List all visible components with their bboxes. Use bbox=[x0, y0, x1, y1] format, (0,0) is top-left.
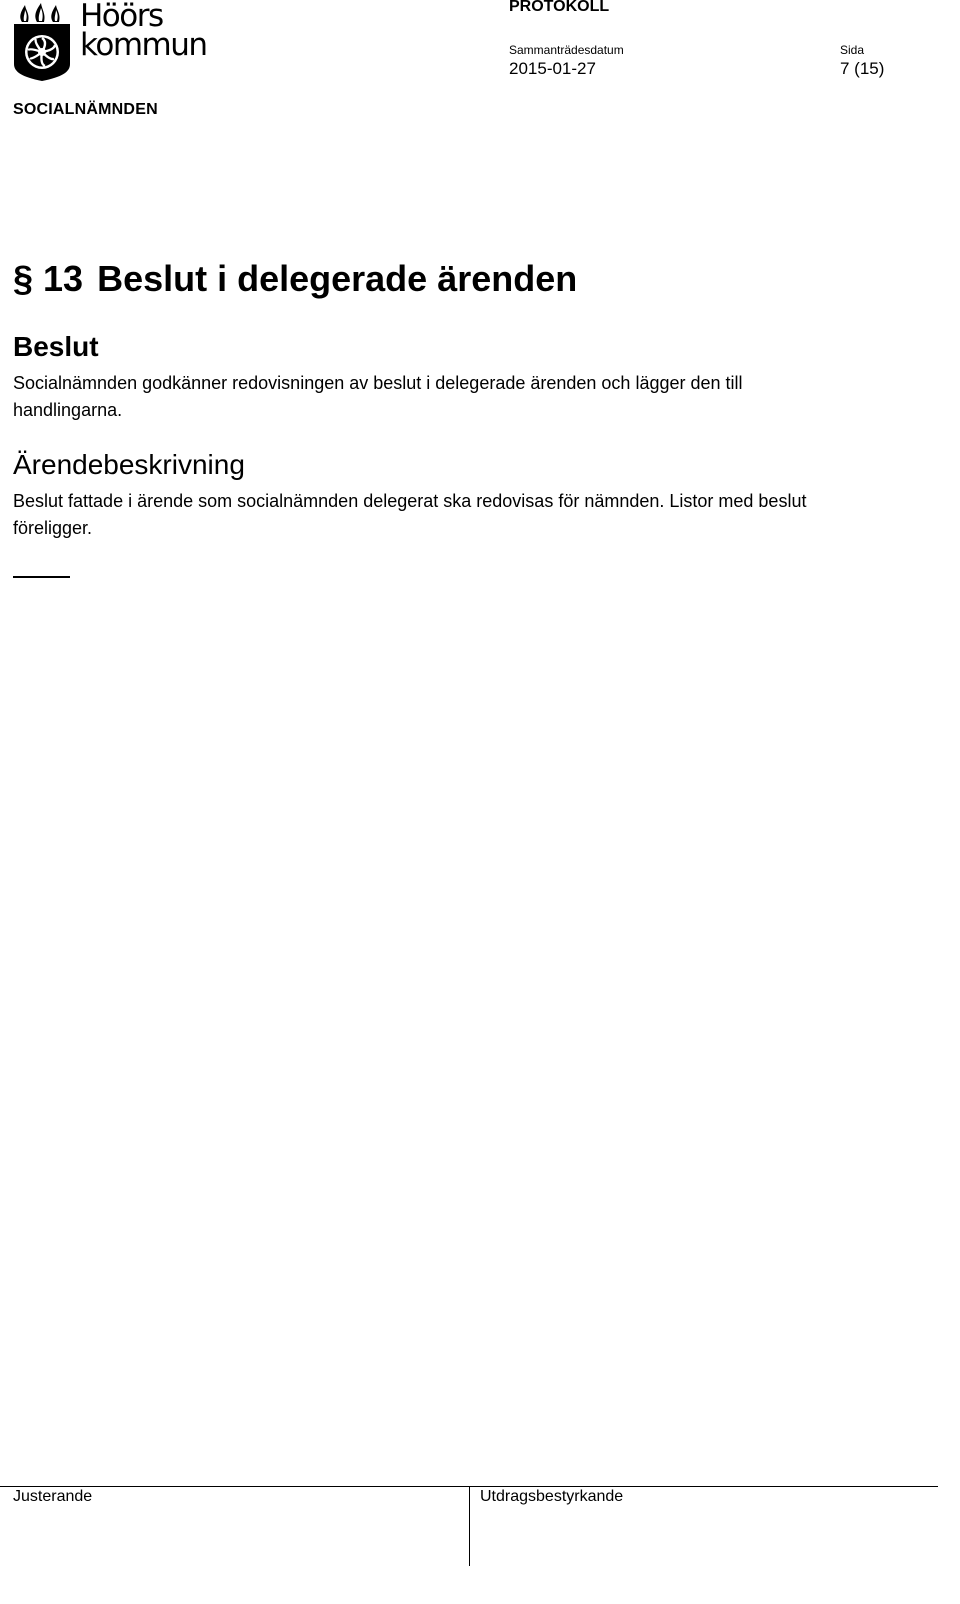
municipality-logo bbox=[12, 2, 212, 84]
paragraph-title-text: Beslut i delegerade ärenden bbox=[97, 258, 578, 299]
page-number: 7 (15) bbox=[840, 59, 885, 78]
footer-utdragsbestyrkande-label: Utdragsbestyrkande bbox=[480, 1488, 624, 1505]
paragraph-number: 13 bbox=[43, 258, 84, 299]
decision-text: Socialnämnden godkänner redovisningen av beslut i delegerade ärenden och lägger den till handlingarna. bbox=[13, 373, 743, 420]
decision-heading: Beslut bbox=[13, 331, 99, 362]
coat-of-arms-icon bbox=[12, 2, 72, 82]
footer-column-divider bbox=[469, 1486, 470, 1566]
footer-justerande-label: Justerande bbox=[13, 1488, 93, 1505]
page-title bbox=[13, 258, 577, 300]
description-heading: Ärendebeskrivning bbox=[13, 449, 245, 480]
paragraph-symbol: § bbox=[13, 258, 34, 299]
meeting-date-label: Sammanträdesdatum bbox=[509, 43, 624, 57]
logo-line-1: Höörs bbox=[80, 0, 163, 34]
meeting-date: 2015-01-27 bbox=[509, 59, 596, 78]
page-label: Sida bbox=[840, 43, 865, 57]
logo-line-2: kommun bbox=[80, 27, 207, 63]
end-rule bbox=[13, 576, 70, 578]
committee-name: SOCIALNÄMNDEN bbox=[13, 101, 158, 118]
document-type: PROTOKOLL bbox=[509, 0, 610, 15]
logo-wordmark bbox=[80, 0, 207, 63]
description-text: Beslut fattade i ärende som socialnämnden delegerat ska redovisas för nämnden. Listor med beslut föreligger. bbox=[13, 491, 807, 538]
